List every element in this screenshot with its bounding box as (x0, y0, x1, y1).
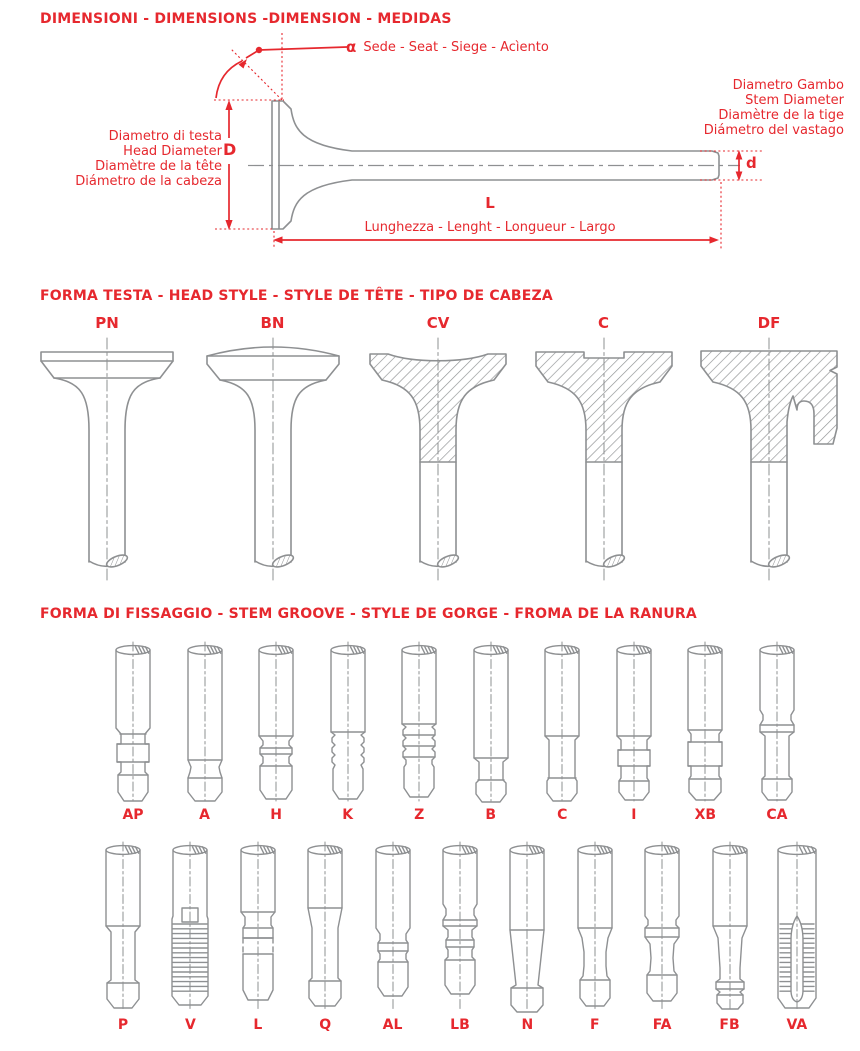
stem-groove-figure-lb (431, 840, 489, 1033)
seat-angle-label (346, 40, 549, 55)
stem-groove-label: L (253, 1017, 263, 1033)
stem-groove-label: V (184, 1017, 196, 1033)
stem-groove-figure-v (161, 840, 219, 1033)
stem-groove-figure-q (296, 840, 354, 1033)
stem-drawing-fb (701, 840, 759, 1014)
stem-groove-figure-fb (701, 840, 759, 1033)
stem-groove-row-2 (94, 840, 826, 1033)
stem-drawing-ca (748, 640, 806, 804)
stem-drawing-al (364, 840, 422, 1014)
valve-head-drawing-c (524, 334, 684, 584)
stem-groove-label: AL (382, 1017, 403, 1033)
stem-groove-label: AP (122, 807, 144, 823)
stem-drawing-n (498, 840, 556, 1014)
seat-label-text: Sede - Seat - Siege - Acìento (363, 40, 549, 55)
stem-groove-figure-k (319, 640, 377, 823)
stem-drawing-ap (104, 640, 162, 804)
stem-groove-label: N (521, 1017, 534, 1033)
head-diameter-line: Diámetro de la cabeza (75, 174, 222, 189)
stem-drawing-v (161, 840, 219, 1014)
dimension-diagram-area (0, 28, 860, 280)
stem-drawing-k (319, 640, 377, 804)
valve-head-drawing-df (689, 334, 849, 584)
stem-groove-label: I (631, 807, 637, 823)
stem-groove-figure-n (498, 840, 556, 1033)
stem-groove-label: LB (450, 1017, 470, 1033)
stem-drawing-a (176, 640, 234, 804)
head-diameter-symbol: D (223, 140, 237, 159)
stem-groove-figure-f (566, 840, 624, 1033)
stem-drawing-lb (431, 840, 489, 1014)
stem-groove-label: P (117, 1017, 129, 1033)
stem-groove-label: K (342, 807, 354, 823)
head-diameter-line: Diametro di testa (108, 129, 222, 144)
head-diameter-line: Head Diameter (123, 144, 222, 159)
valve-head-drawing-cv (358, 334, 518, 584)
stem-groove-label: C (557, 807, 568, 823)
stem-groove-label: VA (786, 1017, 808, 1033)
stem-groove-figure-l (229, 840, 287, 1033)
alpha-symbol: α (346, 38, 357, 56)
stem-drawing-b (462, 640, 520, 804)
stem-diameter-line: Stem Diameter (745, 93, 844, 108)
stem-diameter-label (704, 78, 844, 138)
stem-groove-label: Z (414, 807, 425, 823)
head-style-figure-c (524, 314, 684, 584)
stem-groove-figure-z (390, 640, 448, 823)
stem-drawing-l (229, 840, 287, 1014)
dimensions-section-title: DIMENSIONI - DIMENSIONS -DIMENSION - MEDIDAS (40, 11, 452, 27)
stem-groove-figure-p (94, 840, 152, 1033)
head-style-label: DF (757, 314, 781, 332)
stem-drawing-h (247, 640, 305, 804)
stem-groove-figure-b (462, 640, 520, 823)
stem-groove-figure-a (176, 640, 234, 823)
stem-groove-figure-h (247, 640, 305, 823)
stem-drawing-xb (676, 640, 734, 804)
head-style-figures (27, 314, 849, 584)
stem-drawing-p (94, 840, 152, 1014)
head-style-figure-pn (27, 314, 187, 584)
stem-diameter-symbol: d (746, 154, 757, 172)
stem-drawing-i (605, 640, 663, 804)
head-style-label: PN (95, 314, 119, 332)
stem-groove-label: FB (719, 1017, 740, 1033)
stem-groove-figure-fa (633, 840, 691, 1033)
stem-diameter-line: Diametro Gambo (732, 78, 844, 93)
valve-head-drawing-pn (27, 334, 187, 584)
stem-drawing-c (533, 640, 591, 804)
stem-groove-figure-c2 (533, 640, 591, 823)
stem-groove-label: XB (694, 807, 717, 823)
stem-groove-figure-xb (676, 640, 734, 823)
stem-groove-row-1 (104, 640, 806, 823)
stem-drawing-va (768, 840, 826, 1014)
stem-drawing-f (566, 840, 624, 1014)
head-style-label: CV (426, 314, 450, 332)
head-style-figure-df (689, 314, 849, 584)
length-label: Lunghezza - Lenght - Longueur - Largo (364, 220, 616, 235)
stem-groove-label: Q (319, 1017, 332, 1033)
stem-groove-label: H (270, 807, 282, 823)
stem-groove-label: CA (766, 807, 788, 823)
head-diameter-line: Diamètre de la tête (95, 159, 222, 174)
head-style-label: BN (260, 314, 285, 332)
valve-head-drawing-bn (193, 334, 353, 584)
head-style-figure-cv (358, 314, 518, 584)
stem-groove-figure-i (605, 640, 663, 823)
length-symbol: L (485, 194, 495, 212)
head-style-section-title: FORMA TESTA - HEAD STYLE - STYLE DE TÊTE - TIPO DE CABEZA (40, 288, 553, 304)
stem-groove-figure-va (768, 840, 826, 1033)
stem-groove-section-title: FORMA DI FISSAGGIO - STEM GROOVE - STYLE DE GORGE - FROMA DE LA RANURA (40, 606, 697, 622)
stem-groove-figure-al (364, 840, 422, 1033)
stem-groove-label: B (485, 807, 497, 823)
stem-groove-figure-ap (104, 640, 162, 823)
stem-drawing-q (296, 840, 354, 1014)
stem-groove-label: FA (652, 1017, 672, 1033)
head-style-figure-bn (193, 314, 353, 584)
stem-diameter-line: Diámetro del vastago (703, 123, 844, 138)
head-style-label: C (597, 314, 609, 332)
head-diameter-label (20, 129, 222, 189)
stem-groove-figure-ca (748, 640, 806, 823)
stem-groove-label: F (589, 1017, 600, 1033)
stem-groove-label: A (199, 807, 210, 823)
stem-diameter-line: Diamètre de la tige (718, 108, 844, 123)
stem-drawing-z (390, 640, 448, 804)
stem-drawing-fa (633, 840, 691, 1014)
